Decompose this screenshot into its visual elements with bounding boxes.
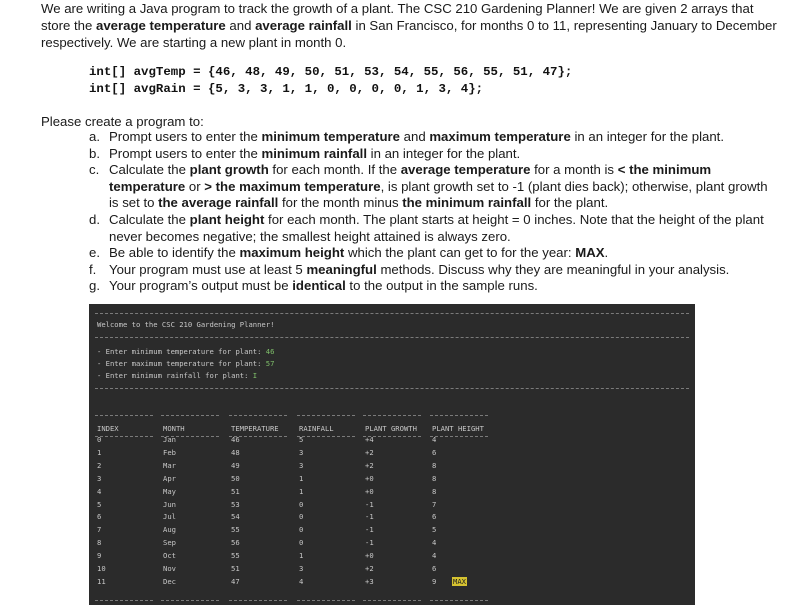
cell-temperature: 51 — [231, 486, 240, 496]
cell-rainfall: 4 — [299, 576, 304, 586]
table-row — [89, 551, 695, 563]
header-temperature: TEMPERATURE — [231, 424, 279, 433]
cell-plant-growth: +2 — [365, 460, 374, 470]
code-line-avg-rain: int[] avgRain = {5, 3, 3, 1, 1, 0, 0, 0, 0, 1, 3, 4}; — [89, 82, 484, 96]
cell-month: Oct — [163, 551, 176, 561]
prompt-max-temp: - Enter maximum temperature for plant: 57 — [97, 359, 275, 368]
cell-temperature: 55 — [231, 551, 240, 561]
task-item-a — [89, 129, 779, 146]
cell-month: Mar — [163, 460, 176, 470]
cell-plant-growth: -1 — [365, 499, 374, 509]
cell-plant-growth: -1 — [365, 525, 374, 535]
column-rule-bottom — [297, 600, 355, 601]
table-row — [89, 448, 695, 460]
task-marker: c. — [89, 162, 100, 178]
task-text: Be able to identify the maximum height which the plant can get to for the year: MAX. — [109, 245, 609, 261]
column-rule-top — [229, 415, 287, 416]
cell-plant-growth: -1 — [365, 512, 374, 522]
table-row — [89, 577, 695, 589]
terminal-sample-run — [89, 304, 695, 605]
cell-month: Aug — [163, 525, 176, 535]
input-value: 57 — [265, 359, 275, 368]
cell-plant-growth: +2 — [365, 447, 374, 457]
cell-temperature: 50 — [231, 473, 240, 483]
cell-index: 2 — [97, 460, 102, 470]
intro-paragraph — [41, 0, 786, 51]
header-month: MONTH — [163, 424, 185, 433]
cell-plant-height: 8 — [432, 486, 437, 496]
task-item-e — [89, 245, 779, 262]
task-marker: d. — [89, 211, 100, 227]
input-value: I — [252, 371, 258, 380]
cell-rainfall: 3 — [299, 564, 304, 573]
cell-rainfall: 0 — [299, 499, 304, 509]
table-row — [89, 435, 695, 447]
cell-plant-growth: -1 — [365, 538, 374, 548]
cell-plant-growth: +3 — [365, 576, 374, 586]
cell-month: Jan — [163, 435, 176, 444]
cell-index: 7 — [97, 525, 102, 535]
header-plant-growth: PLANT GROWTH — [365, 424, 417, 433]
task-marker: f. — [89, 261, 97, 277]
table-row — [89, 500, 695, 512]
column-rule-top — [95, 415, 153, 416]
cell-index: 4 — [97, 486, 102, 496]
dashed-divider — [95, 388, 689, 389]
cell-plant-height: 6 — [432, 564, 437, 573]
table-row — [89, 512, 695, 524]
header-rainfall: RAINFALL — [299, 424, 334, 433]
cell-plant-height: 6 — [432, 512, 437, 522]
intro-bold-avg-temp: average temperature — [95, 18, 226, 33]
cell-index: 5 — [97, 499, 102, 509]
cell-plant-growth: +0 — [365, 473, 374, 483]
column-rule-bottom — [161, 600, 219, 601]
cell-month: Jun — [163, 499, 176, 509]
max-marker: MAX — [453, 576, 466, 586]
cell-month: Jul — [163, 512, 176, 522]
cell-rainfall: 0 — [299, 512, 304, 522]
intro-bold-avg-rain: average rainfall — [255, 18, 352, 33]
cell-rainfall: 5 — [299, 435, 304, 444]
input-value: 46 — [265, 347, 275, 356]
intro-text: in San Francisco, for months 0 to 11, representing January to December respectively. We are starting a new plant in month 0. — [41, 18, 777, 50]
task-item-g — [89, 278, 779, 295]
task-text: Prompt users to enter the minimum rainfall in an integer for the plant. — [109, 145, 521, 161]
task-marker: a. — [89, 129, 100, 144]
cell-plant-height: 6 — [432, 447, 437, 457]
cell-index: 3 — [97, 473, 102, 483]
code-line-avg-temp: int[] avgTemp = {46, 48, 49, 50, 51, 53, 54, 55, 56, 55, 51, 47}; — [89, 65, 573, 79]
prompt-min-rain: - Enter minimum rainfall for plant: I — [97, 371, 258, 380]
cell-month: Feb — [163, 447, 176, 457]
column-rule-bottom — [363, 600, 421, 601]
welcome-message: Welcome to the CSC 210 Gardening Planner! — [97, 320, 275, 329]
task-item-d — [89, 212, 779, 245]
column-rule-top — [161, 415, 219, 416]
task-text: Your program must use at least 5 meaningful methods. Discuss why they are meaningful in your analysis. — [109, 261, 730, 277]
cell-temperature: 54 — [231, 512, 240, 522]
cell-month: Dec — [163, 576, 176, 586]
cell-rainfall: 0 — [299, 525, 304, 535]
task-item-c — [89, 162, 779, 212]
cell-plant-growth: +0 — [365, 486, 374, 496]
cell-rainfall: 3 — [299, 447, 304, 457]
table-row — [89, 461, 695, 473]
intro-text: and — [225, 18, 256, 33]
cell-plant-height: 5 — [432, 525, 437, 535]
table-row — [89, 474, 695, 486]
cell-plant-growth: +0 — [365, 551, 374, 561]
cell-temperature: 47 — [231, 576, 240, 586]
task-marker: g. — [89, 278, 100, 294]
dashed-divider — [95, 337, 689, 338]
task-text: Your program’s output must be identical to the output in the sample runs. — [109, 278, 538, 294]
table-row — [89, 487, 695, 499]
column-rule-bottom — [229, 600, 287, 601]
prompt-min-temp: - Enter minimum temperature for plant: 46 — [97, 347, 275, 356]
instructions-heading: Please create a program to: — [41, 114, 204, 129]
task-text: Prompt users to enter the minimum temperature and maximum temperature in an integer for the plant. — [109, 129, 725, 144]
task-item-b — [89, 146, 779, 163]
cell-rainfall: 1 — [299, 473, 304, 483]
column-rule-top — [363, 415, 421, 416]
cell-index: 10 — [97, 564, 106, 573]
task-marker: b. — [89, 145, 100, 161]
cell-month: Nov — [163, 564, 176, 573]
code-block — [89, 64, 572, 98]
task-text: Calculate the plant growth for each month. If the average temperature for a month is < the minimum temperature or > the maximum temperature, is plant growth set to -1 (plant dies back); otherwise, plant growth is set to the average rainfall for the month minus the minimum rainfall for the plant. — [109, 162, 768, 211]
cell-plant-height: 7 — [432, 499, 437, 509]
cell-index: 11 — [97, 576, 106, 586]
cell-temperature: 53 — [231, 499, 240, 509]
cell-plant-height: 9 — [432, 576, 437, 586]
task-text: Calculate the plant height for each month. The plant starts at height = 0 inches. Note that the height of the plant never becomes negative; the smallest height attained is always zero. — [109, 211, 764, 244]
header-index: INDEX — [97, 424, 119, 433]
task-item-f — [89, 262, 779, 279]
column-rule-top — [430, 415, 488, 416]
cell-plant-growth: +4 — [365, 435, 374, 444]
cell-temperature: 49 — [231, 460, 240, 470]
column-rule-bottom — [430, 600, 488, 601]
table-row — [89, 525, 695, 537]
cell-index: 1 — [97, 447, 102, 457]
cell-plant-growth: +2 — [365, 564, 374, 573]
cell-index: 6 — [97, 512, 102, 522]
cell-temperature: 48 — [231, 447, 240, 457]
cell-rainfall: 1 — [299, 551, 304, 561]
cell-month: Apr — [163, 473, 176, 483]
cell-temperature: 51 — [231, 564, 240, 573]
cell-index: 0 — [97, 435, 102, 444]
cell-plant-height: 4 — [432, 538, 437, 548]
cell-index: 8 — [97, 538, 102, 548]
table-row — [89, 538, 695, 550]
dashed-divider — [95, 313, 689, 314]
cell-temperature: 56 — [231, 538, 240, 548]
cell-plant-height: 4 — [432, 435, 437, 444]
cell-index: 9 — [97, 551, 102, 561]
cell-rainfall: 3 — [299, 460, 304, 470]
header-plant-height: PLANT HEIGHT — [432, 424, 484, 433]
column-rule-top — [297, 415, 355, 416]
table-row — [89, 564, 695, 576]
cell-month: Sep — [163, 538, 176, 548]
task-list — [89, 129, 779, 295]
cell-plant-height: 8 — [432, 460, 437, 470]
cell-rainfall: 0 — [299, 538, 304, 548]
cell-temperature: 46 — [231, 435, 240, 444]
cell-temperature: 55 — [231, 525, 240, 535]
cell-rainfall: 1 — [299, 486, 304, 496]
cell-plant-height: 8 — [432, 473, 437, 483]
intro-text: We are writing a Java program to track the growth of a plant. The CSC 210 Gardening Planner! We are given 2 arrays that store the — [41, 1, 754, 33]
task-marker: e. — [89, 245, 100, 261]
column-rule-bottom — [95, 600, 153, 601]
cell-month: May — [163, 486, 176, 496]
cell-plant-height: 4 — [432, 551, 437, 561]
